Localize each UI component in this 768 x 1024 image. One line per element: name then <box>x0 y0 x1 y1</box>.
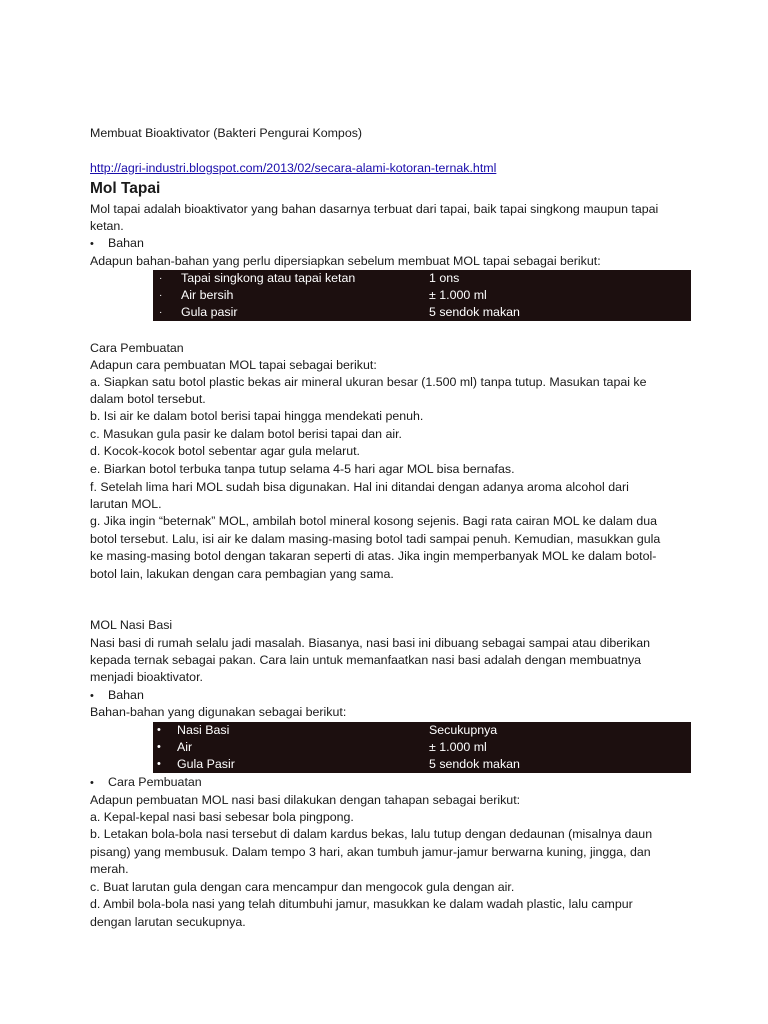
table-row <box>153 304 691 321</box>
row-marker-icon: • <box>157 724 161 736</box>
table-row <box>153 270 691 287</box>
row-marker-icon: · <box>159 290 163 301</box>
subheading-cara-pembuatan: Cara Pembuatan <box>90 341 184 355</box>
ingredient-qty: 5 sendok makan <box>429 757 520 771</box>
paragraph-line: Adapun bahan-bahan yang perlu dipersiapkan sebelum membuat MOL tapai sebagai berikut: <box>90 254 601 268</box>
step-line: d. Ambil bola-bola nasi yang telah ditumbuhi jamur, masukkan ke dalam wadah plastic, lalu campur <box>90 897 633 911</box>
step-line: c. Buat larutan gula dengan cara mencampur dan mengocok gula dengan air. <box>90 880 515 894</box>
table-row <box>153 739 691 756</box>
ingredient-name: Air bersih <box>181 288 234 302</box>
step-line: larutan MOL. <box>90 497 162 511</box>
ingredient-qty: ± 1.000 ml <box>429 740 487 754</box>
document-title: Membuat Bioaktivator (Bakteri Pengurai Kompos) <box>90 126 363 140</box>
step-line: g. Jika ingin “beternak” MOL, ambilah botol mineral kosong sejenis. Bagi rata cairan MOL ke dalam dua <box>90 514 658 528</box>
row-marker-icon: • <box>157 758 161 770</box>
ingredient-name: Nasi Basi <box>177 723 230 737</box>
row-marker-icon: · <box>159 273 163 284</box>
paragraph-line: ketan. <box>90 219 124 233</box>
step-line: f. Setelah lima hari MOL sudah bisa digunakan. Hal ini ditandai dengan adanya aroma alcohol dari <box>90 480 629 494</box>
step-line: pisang) yang membusuk. Dalam tempo 3 hari, akan tumbuh jamur-jamur berwarna kuning, jingga, dan <box>90 845 651 859</box>
step-line: e. Biarkan botol terbuka tanpa tutup selama 4-5 hari agar MOL bisa bernafas. <box>90 462 515 476</box>
table-row <box>153 287 691 304</box>
paragraph-line: kepada ternak sebagai pakan. Cara lain untuk memanfaatkan nasi basi adalah dengan membuatnya <box>90 653 642 667</box>
step-line: d. Kocok-kocok botol sebentar agar gula melarut. <box>90 444 360 458</box>
step-line: c. Masukan gula pasir ke dalam botol berisi tapai dan air. <box>90 427 403 441</box>
bullet-icon: • <box>90 777 94 789</box>
bullet-item-bahan <box>90 687 144 705</box>
ingredients-table-tapai <box>153 270 691 321</box>
paragraph-line: Mol tapai adalah bioaktivator yang bahan dasarnya terbuat dari tapai, baik tapai singkong maupun tapai <box>90 202 659 216</box>
bullet-icon: • <box>90 690 94 702</box>
step-line: a. Kepal-kepal nasi basi sebesar bola pingpong. <box>90 810 354 824</box>
step-line: b. Letakan bola-bola nasi tersebut di dalam kardus bekas, lalu tutup dengan dedaunan (misalnya daun <box>90 827 653 841</box>
paragraph-line: Adapun pembuatan MOL nasi basi dilakukan dengan tahapan sebagai berikut: <box>90 793 521 807</box>
ingredient-qty: Secukupnya <box>429 723 498 737</box>
ingredient-qty: 1 ons <box>429 271 460 285</box>
ingredients-table-nasi-basi <box>153 722 691 773</box>
step-line: ke masing-masing botol dengan takaran seperti di atas. Jika ingin memperbanyak MOL ke dalam botol- <box>90 549 657 563</box>
step-line: b. Isi air ke dalam botol berisi tapai hingga mendekati penuh. <box>90 409 424 423</box>
paragraph-line: Nasi basi di rumah selalu jadi masalah. Biasanya, nasi basi ini dibuang sebagai sampai atau diberikan <box>90 636 650 650</box>
ingredient-name: Tapai singkong atau tapai ketan <box>181 271 356 285</box>
bullet-item-bahan <box>90 235 144 253</box>
ingredient-qty: ± 1.000 ml <box>429 288 487 302</box>
ingredient-name: Gula pasir <box>181 305 238 319</box>
step-line: botol tersebut. Lalu, isi air ke dalam masing-masing botol tadi sampai penuh. Kemudian, masukkan gula <box>90 532 661 546</box>
section-heading-mol-nasi-basi: MOL Nasi Basi <box>90 618 173 632</box>
paragraph-line: menjadi bioaktivator. <box>90 670 203 684</box>
row-marker-icon: · <box>159 307 163 318</box>
bullet-item-cara-pembuatan <box>90 774 202 792</box>
paragraph-line: Adapun cara pembuatan MOL tapai sebagai berikut: <box>90 358 377 372</box>
bullet-icon: • <box>90 238 94 250</box>
step-line: dengan larutan secukupnya. <box>90 915 246 929</box>
ingredient-name: Gula Pasir <box>177 757 235 771</box>
bullet-label: Bahan <box>108 236 144 250</box>
row-marker-icon: • <box>157 741 161 753</box>
ingredient-qty: 5 sendok makan <box>429 305 520 319</box>
table-row <box>153 756 691 773</box>
step-line: dalam botol tersebut. <box>90 392 206 406</box>
step-line: botol lain, lakukan dengan cara pembagian yang sama. <box>90 567 394 581</box>
paragraph-line: Bahan-bahan yang digunakan sebagai berikut: <box>90 705 347 719</box>
section-heading-mol-tapai: Mol Tapai <box>90 180 161 197</box>
step-line: a. Siapkan satu botol plastic bekas air mineral ukuran besar (1.500 ml) tanpa tutup. Masukan tapai ke <box>90 375 647 389</box>
source-link[interactable]: http://agri-industri.blogspot.com/2013/02/secara-alami-kotoran-ternak.html <box>90 161 497 175</box>
bullet-label: Bahan <box>108 688 144 702</box>
table-row <box>153 722 691 739</box>
bullet-label: Cara Pembuatan <box>108 775 202 789</box>
step-line: merah. <box>90 862 129 876</box>
ingredient-name: Air <box>177 740 193 754</box>
